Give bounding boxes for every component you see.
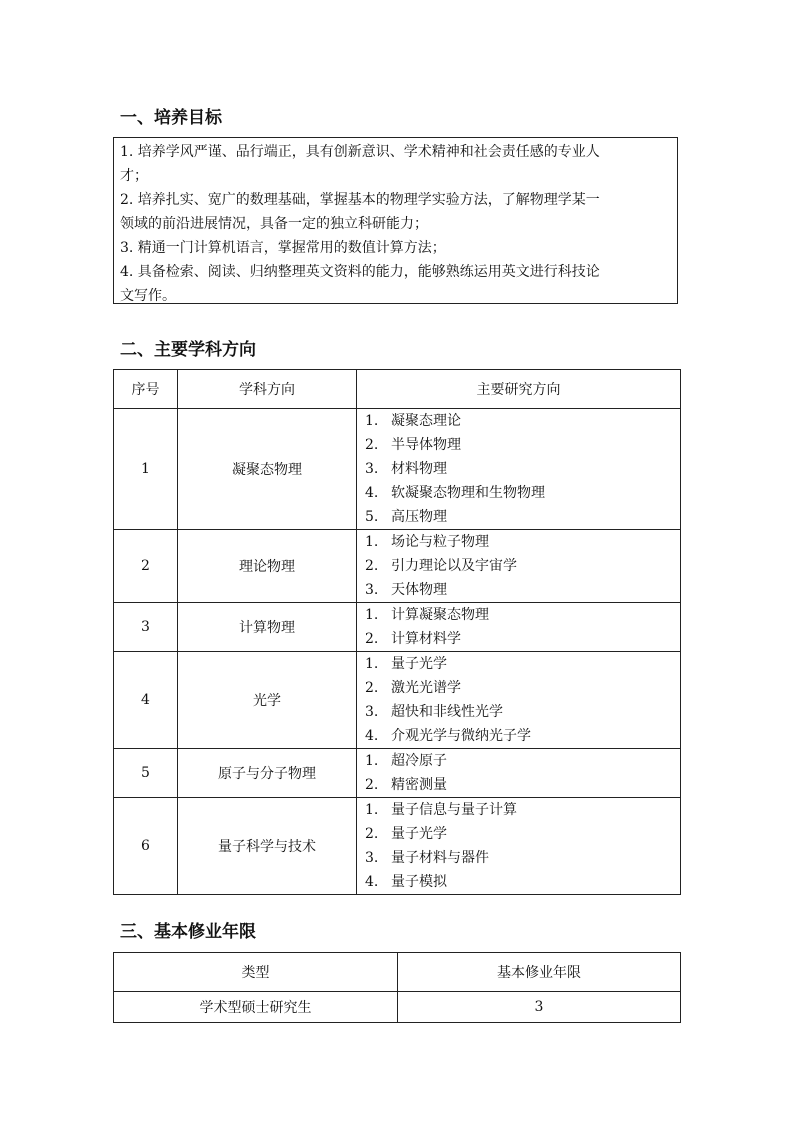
section-title-objectives: 一、培养目标 xyxy=(120,108,222,128)
table-header-row xyxy=(114,953,681,992)
topic-text: 超冷原子 xyxy=(391,753,447,769)
list-item xyxy=(365,822,680,846)
header-type: 类型 xyxy=(114,953,398,992)
table-row xyxy=(114,749,681,798)
topic-list xyxy=(357,798,681,895)
objective-line: 1. 培养学风严谨、品行端正，具有创新意识、学术精神和社会责任感的专业人 xyxy=(120,144,600,160)
list-item xyxy=(365,652,680,676)
directions-table xyxy=(113,369,681,895)
row-number: 1 xyxy=(114,409,178,530)
field-name: 原子与分子物理 xyxy=(178,749,357,798)
table-row xyxy=(114,992,681,1023)
table-header-row xyxy=(114,370,681,409)
topic-text: 介观光学与微纳光子学 xyxy=(391,728,531,744)
topic-text: 超快和非线性光学 xyxy=(391,704,503,720)
topic-text: 引力理论以及宇宙学 xyxy=(391,558,517,574)
topic-number: 1. xyxy=(365,656,379,672)
field-name: 光学 xyxy=(178,652,357,749)
section-title-directions: 二、主要学科方向 xyxy=(120,340,256,360)
header-field: 学科方向 xyxy=(178,370,357,409)
topic-number: 2. xyxy=(365,680,379,696)
topic-list xyxy=(357,530,681,603)
list-item xyxy=(365,749,680,773)
objective-line: 才； xyxy=(120,168,148,184)
field-name: 量子科学与技术 xyxy=(178,798,357,895)
row-number: 5 xyxy=(114,749,178,798)
topic-text: 高压物理 xyxy=(391,509,447,525)
list-item xyxy=(365,554,680,578)
topic-text: 计算材料学 xyxy=(391,631,461,647)
program-type: 学术型硕士研究生 xyxy=(114,992,398,1023)
duration-table xyxy=(113,952,681,1023)
topic-number: 1. xyxy=(365,607,379,623)
list-item xyxy=(365,700,680,724)
field-name: 理论物理 xyxy=(178,530,357,603)
topic-text: 量子模拟 xyxy=(391,874,447,890)
list-item xyxy=(365,578,680,602)
list-item xyxy=(365,530,680,554)
table-row xyxy=(114,603,681,652)
topic-text: 量子材料与器件 xyxy=(391,850,489,866)
program-years: 3 xyxy=(398,992,681,1023)
list-item xyxy=(365,603,680,627)
table-row xyxy=(114,409,681,530)
topic-text: 激光光谱学 xyxy=(391,680,461,696)
topic-number: 3. xyxy=(365,582,379,598)
header-topics: 主要研究方向 xyxy=(357,370,681,409)
topic-list xyxy=(357,652,681,749)
row-number: 2 xyxy=(114,530,178,603)
list-item xyxy=(365,409,680,433)
list-item xyxy=(365,627,680,651)
topic-number: 1. xyxy=(365,534,379,550)
topic-number: 1. xyxy=(365,753,379,769)
list-item xyxy=(365,433,680,457)
topic-list xyxy=(357,749,681,798)
topic-text: 量子光学 xyxy=(391,656,447,672)
topic-text: 软凝聚态物理和生物物理 xyxy=(391,485,545,501)
field-name: 凝聚态物理 xyxy=(178,409,357,530)
row-number: 6 xyxy=(114,798,178,895)
list-item xyxy=(365,676,680,700)
topic-number: 4. xyxy=(365,485,379,501)
objective-line: 文写作。 xyxy=(120,288,176,304)
topic-text: 材料物理 xyxy=(391,461,447,477)
list-item xyxy=(365,773,680,797)
topic-list xyxy=(357,409,681,530)
topic-number: 3. xyxy=(365,461,379,477)
objective-line: 3. 精通一门计算机语言，掌握常用的数值计算方法； xyxy=(120,240,446,256)
list-item xyxy=(365,798,680,822)
topic-text: 场论与粒子物理 xyxy=(391,534,489,550)
list-item xyxy=(365,846,680,870)
topic-number: 3. xyxy=(365,850,379,866)
topic-number: 2. xyxy=(365,631,379,647)
objective-line: 2. 培养扎实、宽广的数理基础，掌握基本的物理学实验方法，了解物理学某一 xyxy=(120,192,600,208)
topic-text: 凝聚态理论 xyxy=(391,413,461,429)
topic-number: 2. xyxy=(365,437,379,453)
topic-text: 计算凝聚态物理 xyxy=(391,607,489,623)
topic-text: 精密测量 xyxy=(391,777,447,793)
table-row xyxy=(114,798,681,895)
section-title-duration: 三、基本修业年限 xyxy=(120,922,256,942)
topic-number: 2. xyxy=(365,777,379,793)
row-number: 4 xyxy=(114,652,178,749)
topic-number: 1. xyxy=(365,802,379,818)
topic-text: 半导体物理 xyxy=(391,437,461,453)
table-row xyxy=(114,652,681,749)
list-item xyxy=(365,724,680,748)
row-number: 3 xyxy=(114,603,178,652)
topic-number: 4. xyxy=(365,728,379,744)
topic-number: 5. xyxy=(365,509,379,525)
topic-text: 量子信息与量子计算 xyxy=(391,802,517,818)
topic-text: 量子光学 xyxy=(391,826,447,842)
topic-text: 天体物理 xyxy=(391,582,447,598)
header-no: 序号 xyxy=(114,370,178,409)
objective-line: 4. 具备检索、阅读、归纳整理英文资料的能力，能够熟练运用英文进行科技论 xyxy=(120,264,600,280)
field-name: 计算物理 xyxy=(178,603,357,652)
topic-number: 4. xyxy=(365,874,379,890)
list-item xyxy=(365,457,680,481)
topic-number: 2. xyxy=(365,558,379,574)
topic-list xyxy=(357,603,681,652)
topic-number: 2. xyxy=(365,826,379,842)
topic-number: 1. xyxy=(365,413,379,429)
topic-number: 3. xyxy=(365,704,379,720)
list-item xyxy=(365,481,680,505)
objectives-box xyxy=(113,137,678,304)
table-row xyxy=(114,530,681,603)
header-years: 基本修业年限 xyxy=(398,953,681,992)
objective-line: 领域的前沿进展情况，具备一定的独立科研能力； xyxy=(120,216,428,232)
list-item xyxy=(365,870,680,894)
list-item xyxy=(365,505,680,529)
